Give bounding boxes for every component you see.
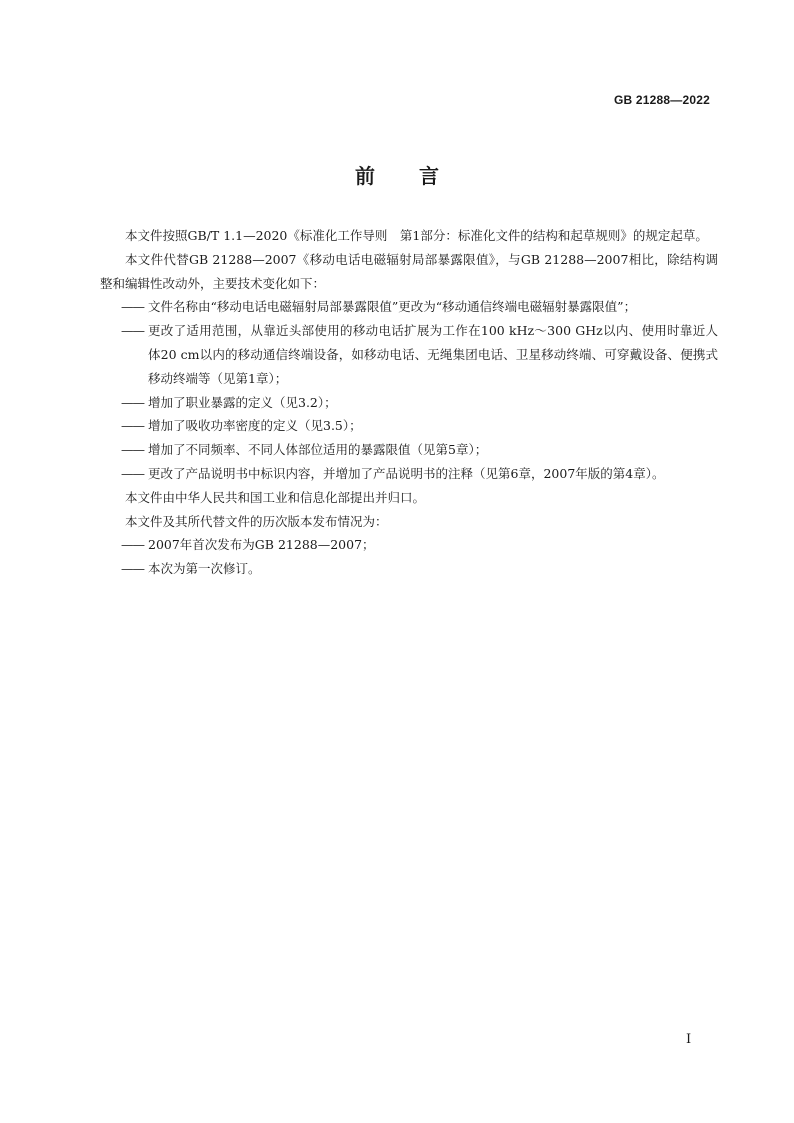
paragraph-proposer: 本文件由中华人民共和国工业和信息化部提出并归口。 xyxy=(125,489,426,505)
dash-marker: —— xyxy=(121,323,144,339)
foreword-body xyxy=(100,224,718,581)
dash-marker: —— xyxy=(121,418,144,434)
list-item xyxy=(100,462,718,486)
history-item xyxy=(100,557,718,581)
history-item-text: 本次为第一次修订。 xyxy=(148,561,261,577)
dash-marker: —— xyxy=(121,394,144,410)
list-item xyxy=(100,295,718,319)
list-item-text: 文件名称由“移动电话电磁辐射局部暴露限值”更改为“移动通信终端电磁辐射暴露限值”； xyxy=(148,299,637,315)
paragraph-drafting-rules: 本文件按照GB/T 1.1—2020《标准化工作导则 第1部分：标准化文件的结构和起草规则》的规定起草。 xyxy=(125,228,708,243)
dash-marker: —— xyxy=(121,561,144,577)
paragraph-version-history: 本文件及其所代替文件的历次版本发布情况为： xyxy=(125,513,388,529)
list-item xyxy=(100,391,718,415)
list-item-text: 更改了适用范围，从靠近头部使用的移动电话扩展为工作在100 kHz～300 GHz以内、使用时靠近人体20 cm以内的移动通信终端设备，如移动电话、无绳集团电话、卫星移动终端、可穿戴设备、便携式移动终端等（见第1章）； xyxy=(148,323,718,386)
paragraph-replacement-statement: 本文件代替GB 21288—2007《移动电话电磁辐射局部暴露限值》，与GB 21288—2007相比，除结构调整和编辑性改动外，主要技术变化如下： xyxy=(100,251,718,291)
document-code: GB 21288—2022 xyxy=(614,93,710,107)
list-item-text: 增加了不同频率、不同人体部位适用的暴露限值（见第5章）； xyxy=(148,442,488,458)
history-item xyxy=(100,533,718,557)
list-item-text: 增加了职业暴露的定义（见3.2）； xyxy=(148,394,337,410)
list-item xyxy=(100,438,718,462)
dash-marker: —— xyxy=(121,537,144,553)
list-item-text: 更改了产品说明书中标识内容，并增加了产品说明书的注释（见第6章，2007年版的第4章）。 xyxy=(148,465,665,481)
dash-marker: —— xyxy=(121,299,144,315)
list-item xyxy=(100,319,718,390)
list-item-text: 增加了吸收功率密度的定义（见3.5）； xyxy=(148,418,362,434)
dash-marker: —— xyxy=(121,465,144,481)
page-number: I xyxy=(686,1032,692,1047)
page-title: 前言 xyxy=(355,164,483,188)
history-item-text: 2007年首次发布为GB 21288—2007； xyxy=(148,537,375,553)
dash-marker: —— xyxy=(121,442,144,458)
list-item xyxy=(100,414,718,438)
